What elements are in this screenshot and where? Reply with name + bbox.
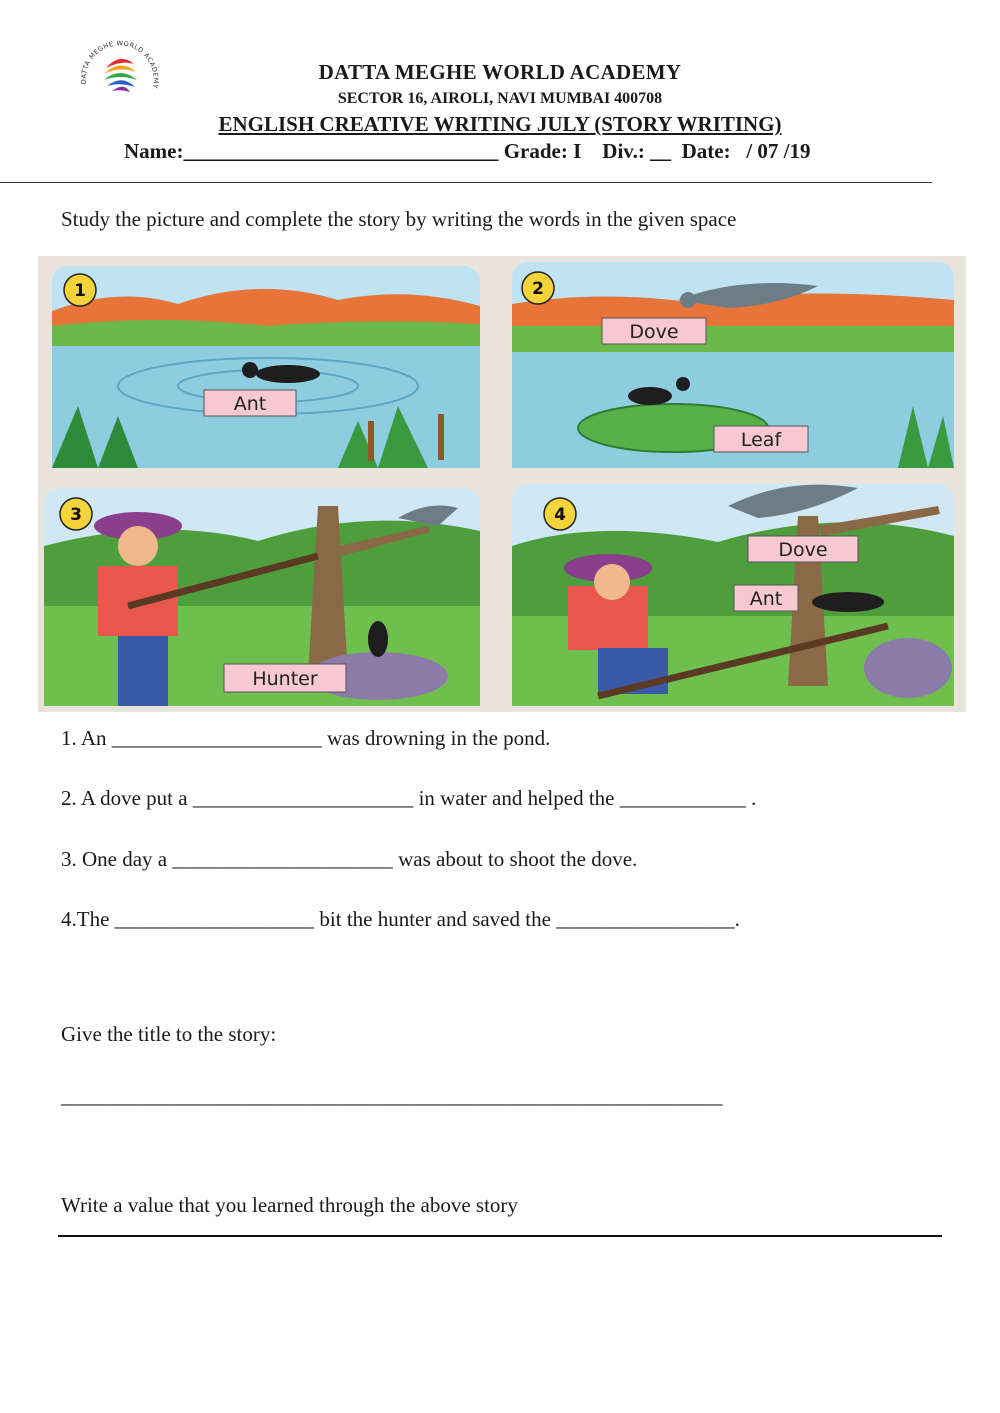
question-3[interactable]: 3. One day a _____________________ was about to shoot the dove. <box>61 847 638 871</box>
svg-text:DATTA MEGHE WORLD ACADEMY: DATTA MEGHE WORLD ACADEMY <box>79 39 160 90</box>
question-4[interactable]: 4.The ___________________ bit the hunter and saved the _________________. <box>61 907 740 931</box>
exam-title: ENGLISH CREATIVE WRITING JULY (STORY WRITING) <box>218 112 782 136</box>
panel-4 <box>512 484 954 706</box>
header-divider <box>0 182 932 183</box>
panel-4-label-dove: Dove <box>778 539 828 561</box>
panel-2-number: 2 <box>532 279 544 299</box>
panel-1-label-ant: Ant <box>233 393 267 415</box>
panel-3-label-hunter: Hunter <box>252 668 318 690</box>
panel-3-number: 3 <box>70 505 82 525</box>
panel-1-number: 1 <box>74 281 86 301</box>
story-picture <box>38 256 966 712</box>
panel-4-number: 4 <box>554 505 566 525</box>
instruction-text: Study the picture and complete the story by writing the words in the given space <box>61 207 737 231</box>
value-prompt: Write a value that you learned through the above story <box>61 1193 518 1217</box>
student-info-line[interactable]: Name:______________________________ Grade: I Div.: __ Date: / 07 /19 <box>124 139 811 163</box>
question-1[interactable]: 1. An ____________________ was drowning in the pond. <box>61 726 551 750</box>
value-answer-line[interactable] <box>58 1235 942 1237</box>
panel-2-label-dove: Dove <box>629 321 679 343</box>
panel-2 <box>512 262 954 468</box>
question-2[interactable]: 2. A dove put a _____________________ in water and helped the ____________ . <box>61 786 757 810</box>
school-name: DATTA MEGHE WORLD ACADEMY <box>318 60 682 84</box>
title-prompt: Give the title to the story: <box>61 1022 277 1046</box>
panel-3 <box>44 488 480 706</box>
panel-2-label-leaf: Leaf <box>740 429 782 451</box>
panel-4-label-ant: Ant <box>749 588 783 610</box>
school-address: SECTOR 16, AIROLI, NAVI MUMBAI 400708 <box>337 90 663 107</box>
title-answer-line[interactable]: _______________________________________________________________ <box>61 1084 723 1108</box>
panel-1 <box>52 266 480 468</box>
